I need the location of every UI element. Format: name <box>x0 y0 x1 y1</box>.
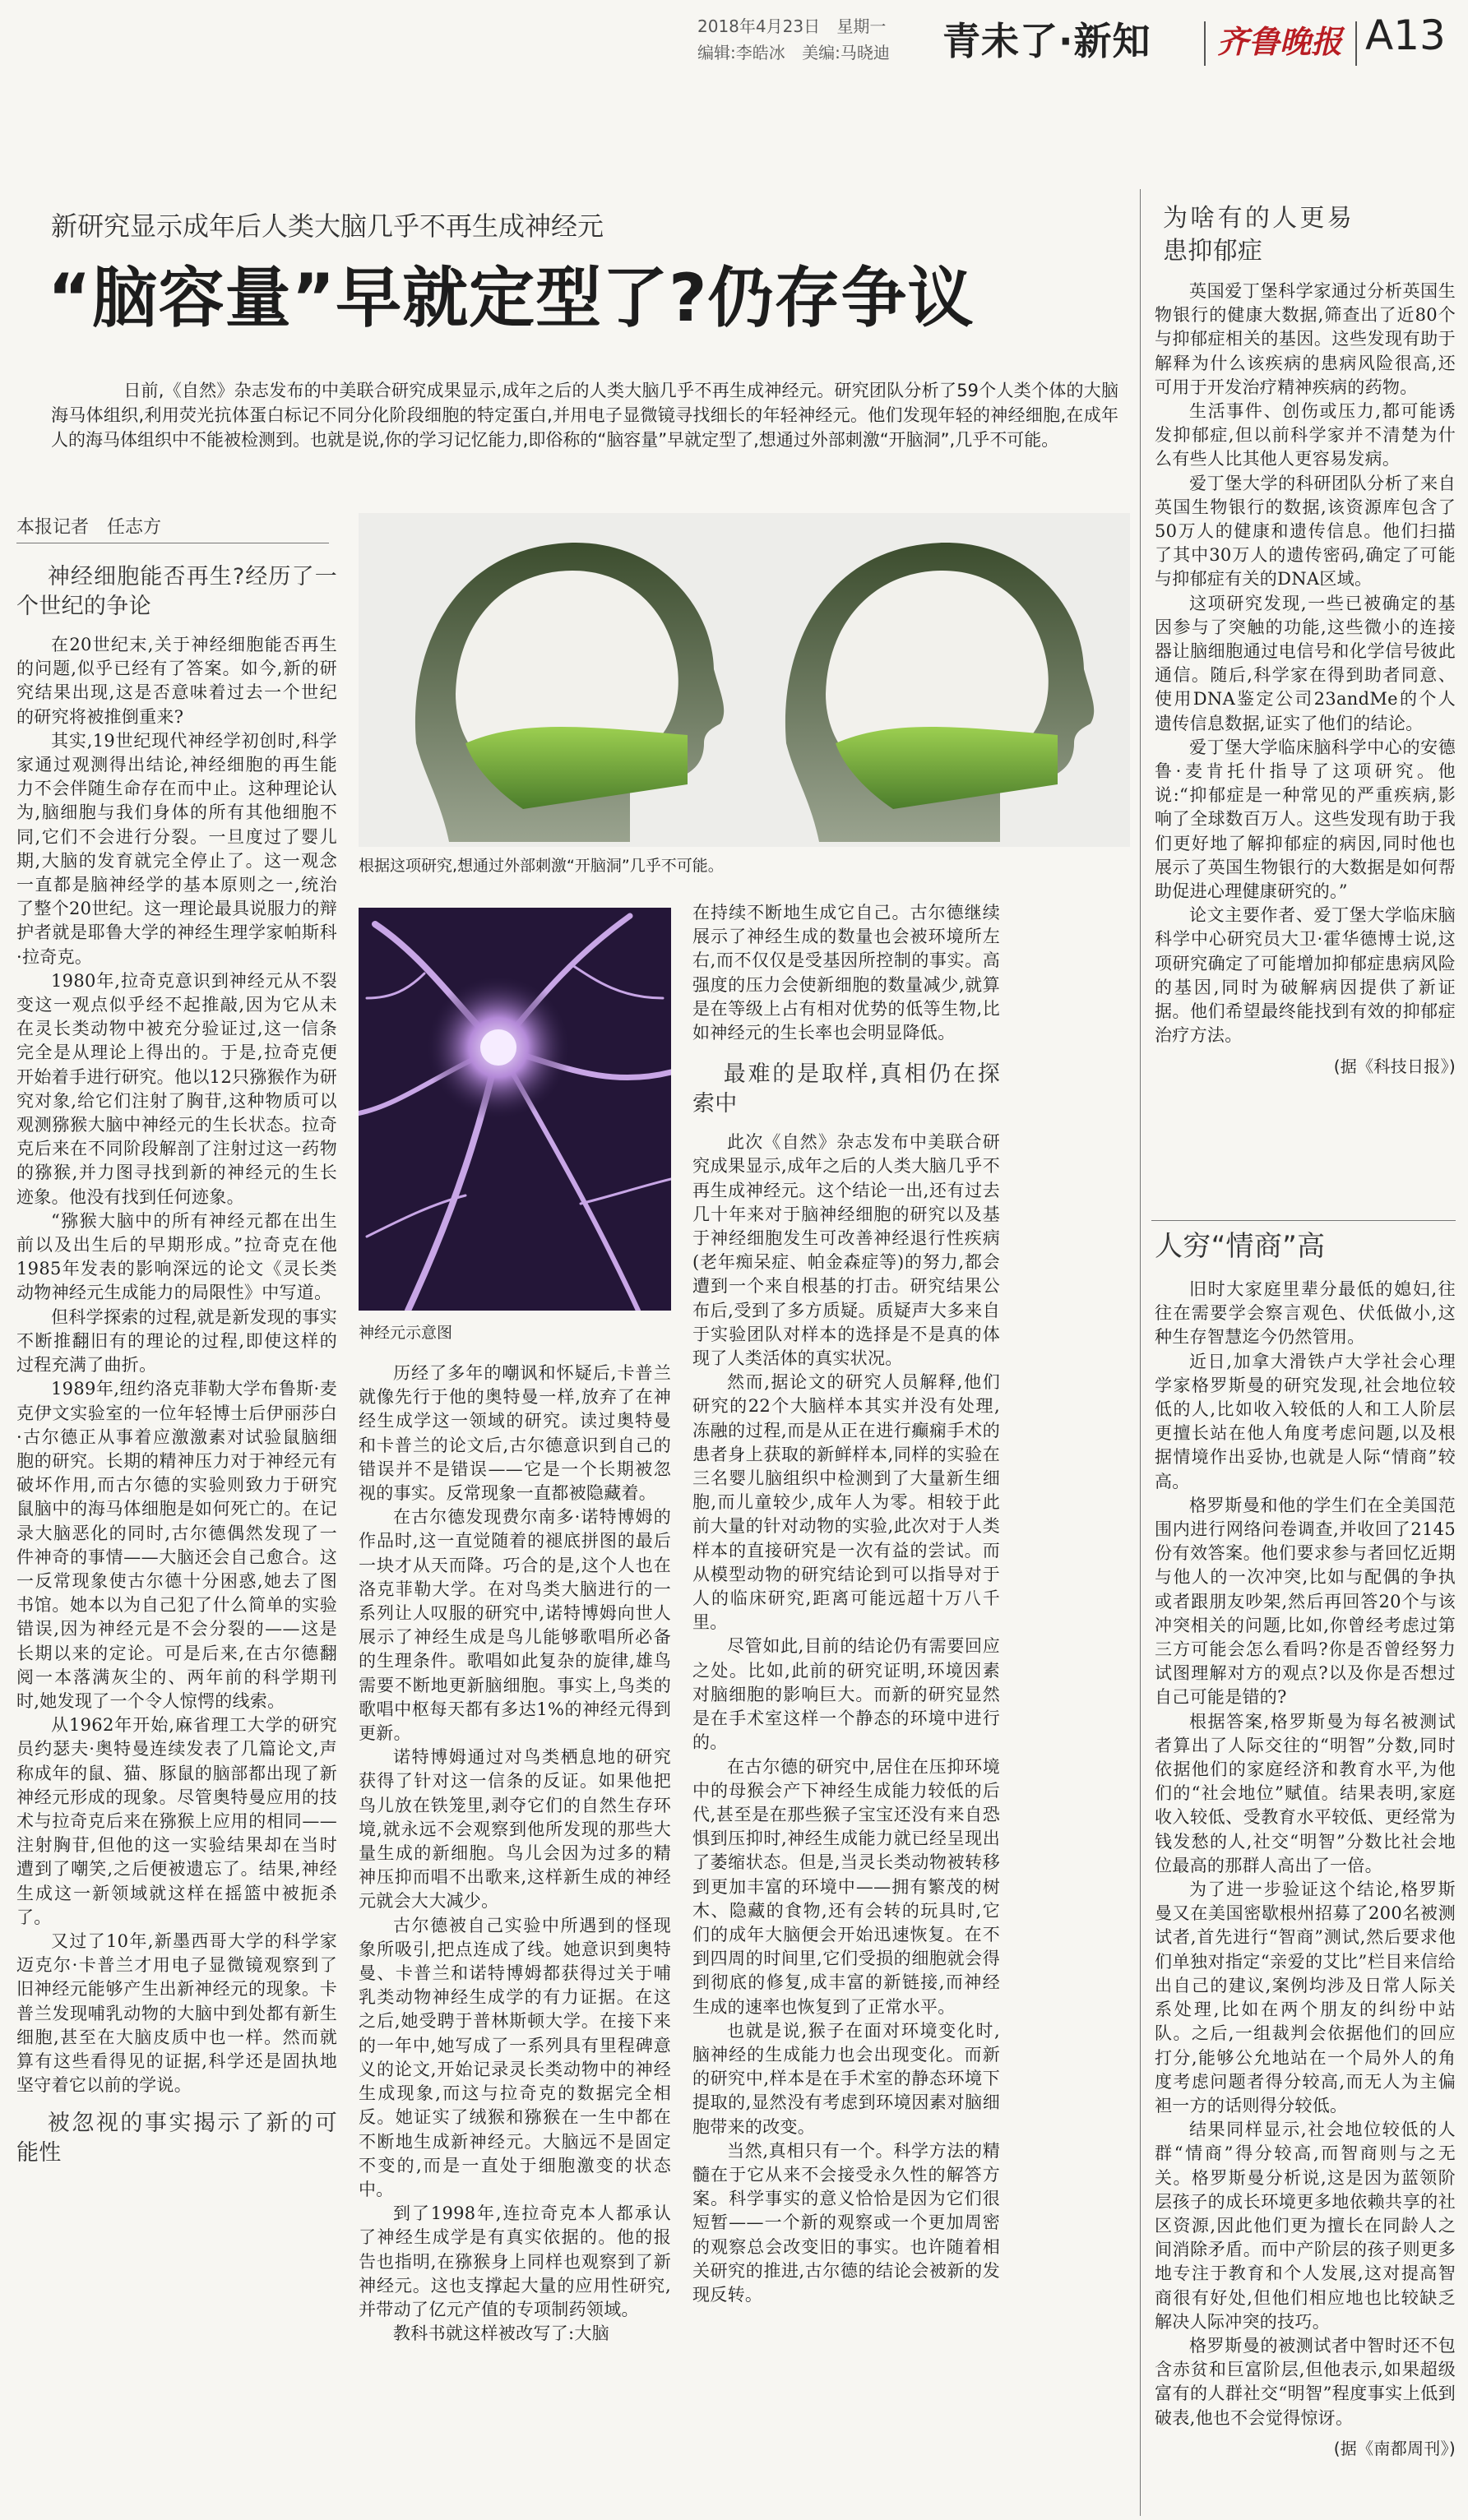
side2-paragraph: 为了进一步验证这个结论,格罗斯曼又在美国密歇根州招募了200名被测试者,首先进行“智商”测试,然后要求他们单独对指定“亲爱的艾比”栏目来信给出自己的建议,案例均涉及日常人际关系处理,比如在两个朋友的纠纷中站队。之后,一组裁判会依据他们的回应打分,能够公允地站在一个局外人的角度考虑问题者得分较高,而无人为主偏袒一方的话则得分较低。 <box>1155 1880 1456 2115</box>
col3-paragraph: 此次《自然》杂志发布中美联合研究成果显示,成年之后的人类大脑几乎不再生成神经元。这个结论一出,还有过去几十年来对于脑神经细胞的研究以及基于神经细胞发生可改善神经退行性疾病(老年痴呆症、帕金森症等)的努力,都会遭到一个来自根基的打击。研究结果公布后,受到了多方质疑。质疑声大多来自于实验团队对样本的选择是不是真的体现了人类活体的真实状况。 <box>692 1132 1000 1369</box>
col1-paragraph: 1980年,拉奇克意识到神经元从不裂变这一观点似乎经不起推敲,因为它从未在灵长类动物中被充分验证过,这一信条完全是从理论上得出的。于是,拉奇克便开始着手进行研究。他以12只猕猴作为研究对象,给它们注射了胸苷,这种物质可以观测猕猴大脑中神经元的生长状态。拉奇克后来在不同阶段解剖了注射过这一药物的猕猴,并力图寻找到新的神经元的生长迹象。他没有找到任何迹象。 <box>16 970 337 1207</box>
issue-date: 2018年4月23日 <box>697 16 821 36</box>
section3-title: 最难的是取样,真相仍在探索中 <box>692 1061 1000 1117</box>
paper-logo: 齐鲁晚报 <box>1217 23 1343 60</box>
editor-credit: 编辑:李皓冰 <box>697 43 785 62</box>
header-divider-2 <box>1355 21 1357 66</box>
side1-paragraph: 爱丁堡大学临床脑科学中心的安德鲁·麦肯托什指导了这项研究。他说:“抑郁症是一种常见的严重疾病,影响了全球数百万人。这些发现有助于我们更好地了解抑郁症的病因,同时他也展示了英国生物银行的大数据是如何帮助促进心理健康研究的。” <box>1155 737 1456 902</box>
section2-title: 被忽视的事实揭示了新的可能性 <box>16 2111 337 2166</box>
section-title: 青未了·新知 <box>942 19 1151 63</box>
col1-paragraph: 从1962年开始,麻省理工大学的研究员约瑟夫·奥特曼连续发表了几篇论文,声称成年的鼠、猫、豚鼠的脑部都出现了新神经元形成的现象。尽管奥特曼应用的技术与拉奇克后来在猕猴上应用的相同——注射胸苷,但他的这一实验结果却在当时遭到了嘲笑,之后便被遗忘了。结果,神经生成这一新领域就这样在摇篮中被扼杀了。 <box>16 1715 337 1927</box>
byline: 本报记者 任志方 <box>16 517 162 538</box>
neuron-image <box>359 908 671 1311</box>
side2-paragraph: 近日,加拿大滑铁卢大学社会心理学家格罗斯曼的研究发现,社会地位较低的人,比如收入较低的人和工人阶层更擅长站在他人角度考虑问题,以及根据情境作出妥协,也就是人际“情商”较高。 <box>1155 1351 1456 1491</box>
brain-heads-image <box>359 513 1130 847</box>
header-date <box>697 13 886 37</box>
col2-paragraph: 在古尔德发现费尔南多·诺特博姆的作品时,这一直觉随着的褪底拼图的最后一块才从天而降。巧合的是,这个人也在洛克菲勒大学。在对鸟类大脑进行的一系列让人叹服的研究中,诺特博姆向世人展示了神经生成是鸟儿能够歌唱所必备的生理条件。歌唱如此复杂的旋律,雄鸟需要不断地更新脑细胞。事实上,鸟类的歌唱中枢每天都有多达1%的神经元得到更新。 <box>359 1507 671 1744</box>
header-divider <box>1204 21 1206 66</box>
col2-paragraph: 到了1998年,连拉奇克本人都承认了神经生成学是有真实依据的。他的报告也指明,在猕猴身上同样也观察到了新神经元。这也支撑起大量的应用性研究,并带动了亿元产值的专项制药领域。 <box>359 2203 671 2319</box>
col1-paragraph: 又过了10年,新墨西哥大学的科学家迈克尔·卡普兰才用电子显微镜观察到了旧神经元能够产生出新神经元的现象。卡普兰发现哺乳动物的大脑中到处都有新生细胞,甚至在大脑皮质中也一样。然而就算有这些看得见的证据,科学还是固执地坚守着它以前的学说。 <box>16 1930 337 2096</box>
column-2 <box>359 1362 671 2519</box>
side1-paragraph: 生活事件、创伤或压力,都可能诱发抑郁症,但以前科学家并不清楚为什么有些人比其他人更容易发病。 <box>1155 401 1456 469</box>
sidebar-story-1 <box>1155 202 1456 1214</box>
col2-paragraph: 历经了多年的嘲讽和怀疑后,卡普兰就像先行于他的奥特曼一样,放弃了在神经生成学这一领域的研究。读过奥特曼和卡普兰的论文后,古尔德意识到自己的错误并不是错误——它是一个长期被忽视的事实。反常现象一直都被隐藏着。 <box>359 1363 671 1504</box>
side1-paragraph: 论文主要作者、爱丁堡大学临床脑科学中心研究员大卫·霍华德博士说,这项研究确定了可能增加抑郁症患病风险的基因,同时为破解病因提供了新证据。他们希望最终能找到有效的抑郁症治疗方法。 <box>1155 905 1456 1046</box>
col3-paragraph: 在古尔德的研究中,居住在压抑环境中的母猴会产下神经生成能力较低的后代,甚至是在那些猴子宝宝还没有来自恐惧到压抑时,神经生成能力就已经呈现出了萎缩状态。但是,当灵长类动物被转移到更加丰富的环境中——拥有繁茂的树木、隐藏的食物,还有会转的玩具时,它们的成年大脑便会开始迅速恢复。在不到四周的时间里,它们受损的细胞就会得到彻底的修复,成丰富的新链接,而神经生成的速率也恢复到了正常水平。 <box>692 1756 1000 2017</box>
side2-paragraph: 根据答案,格罗斯曼为每名被测试者算出了人际交往的“明智”分数,同时依据他们的家庭经济和教育水平,为他们的“社会地位”赋值。结果表明,家庭收入较低、受教育水平较低、更经常为钱发愁的人,社交“明智”分数比社会地位最高的那群人高出了一倍。 <box>1155 1711 1456 1875</box>
column-1 <box>16 556 337 2519</box>
side2-title: 人穷“情商”高 <box>1155 1230 1326 1263</box>
neuron-illustration <box>359 908 671 1311</box>
side2-paragraph: 格罗斯曼和他的学生们在全美国范围内进行网络问卷调查,并收回了2145份有效答案。他们要求参与者回忆近期与他人的一次冲突,比如与配偶的争执或者跟朋友吵架,然后再回答20个与该冲突相关的问题,比如,你曾经考虑过第三方可能会怎么看吗?你是否曾经努力试图理解对方的观点?以及你是否想过自己可能是错的? <box>1155 1495 1456 1708</box>
column-3 <box>692 901 1000 2519</box>
side2-paragraph: 旧时大家庭里辈分最低的媳妇,往往在需要学会察言观色、伏低做小,这种生存智慧迄今仍然管用。 <box>1155 1279 1456 1348</box>
sidebar-divider <box>1140 189 1141 2516</box>
image1-caption: 根据这项研究,想通过外部刺激“开脑洞”几乎不可能。 <box>359 857 724 875</box>
col3-paragraph: 也就是说,猴子在面对环境变化时,脑神经的生成能力也会出现变化。而新的研究中,样本是在手术室的静态环境下提取的,显然没有考虑到环境因素对脑细胞带来的改变。 <box>692 2020 1000 2137</box>
header-staff <box>697 39 890 63</box>
image2-caption: 神经元示意图 <box>359 1324 453 1342</box>
designer-credit: 美编:马晓迪 <box>802 43 890 62</box>
sidebar-story-2 <box>1155 1228 1456 2516</box>
side2-source: (据《南都周刊》) <box>1333 2438 1456 2458</box>
side1-paragraph: 英国爱丁堡科学家通过分析英国生物银行的健康大数据,筛查出了近80个与抑郁症相关的基因。这些发现有助于解释为什么该疾病的患病风险很高,还可用于开发治疗精神疾病的药物。 <box>1155 281 1456 397</box>
article-lead: 日前,《自然》杂志发布的中美联合研究成果显示,成年之后的人类大脑几乎不再生成神经元。研究团队分析了59个人类个体的大脑海马体组织,利用荧光抗体蛋白标记不同分化阶段细胞的特定蛋白,并用电子显微镜寻找细长的年轻神经元。他们发现年轻的神经细胞,在成年人的海马体组织中不能被检测到。也就是说,你的学习记忆能力,即俗称的“脑容量”早就定型了,想通过外部刺激“开脑洞”,几乎不可能。 <box>51 381 1118 450</box>
side2-paragraph: 格罗斯曼的被测试者中智时还不包含赤贫和巨富阶层,但他表示,如果超级富有的人群社交“明智”程度事实上低到破表,他也不会觉得惊讶。 <box>1155 2335 1456 2428</box>
col3-paragraph: 然而,据论文的研究人员解释,他们研究的22个大脑样本其实并没有处理,冻融的过程,而是从正在进行癫痫手术的患者身上获取的新鲜样本,同样的实验在三名婴儿脑组织中检测到了大量新生细胞,而儿童较少,成年人为零。相较于此前大量的针对动物的实验,此次对于人类样本的直接研究是一次有益的尝试。而从模型动物的研究结论到可以指导对于人的临床研究,距离可能远超十万八千里。 <box>692 1372 1000 1633</box>
col2-paragraph: 古尔德被自己实验中所遇到的怪现象所吸引,把点连成了线。她意识到奥特曼、卡普兰和诺特博姆都获得过关于哺乳类动物神经生成学的有力证据。在这之后,她受聘于普林斯顿大学。在接下来的一年中,她写成了一系列具有里程碑意义的论文,开始记录灵长类动物中的神经生成现象,而这与拉奇克的数据完全相反。她证实了绒猴和猕猴在一生中都在不断地生成新神经元。大脑远不是固定不变的,而是一直处于细胞激变的状态中。 <box>359 1915 671 2199</box>
section1-title: 神经细胞能否再生?经历了一个世纪的争论 <box>16 564 337 619</box>
side1-paragraph: 爱丁堡大学的科研团队分析了来自英国生物银行的数据,该资源库包含了50万人的健康和遗传信息。他们扫描了其中30万人的遗传密码,确定了可能与抑郁症有关的DNA区域。 <box>1155 473 1456 590</box>
col1-paragraph: 其实,19世纪现代神经学初创时,科学家通过观测得出结论,神经细胞的再生能力不会伴随生命存在而中止。这种理论认为,脑细胞与我们身体的所有其他细胞不同,它们不会进行分裂。一旦度过了婴儿期,大脑的发育就完全停止了。这一观念一直都是脑神经学的基本原则之一,统治了整个20世纪。这一理论最具说服力的辩护者就是耶鲁大学的神经生理学家帕斯科·拉奇克。 <box>16 730 337 967</box>
side1-source: (据《科技日报》) <box>1333 1056 1456 1076</box>
col1-paragraph: “猕猴大脑中的所有神经元都在出生前以及出生后的早期形成。”拉奇克在他1985年发表的影响深远的论文《灵长类动物神经元生成能力的局限性》中写道。 <box>16 1210 337 1303</box>
issue-weekday: 星期一 <box>836 16 887 36</box>
col1-paragraph: 在20世纪末,关于神经细胞能否再生的问题,似乎已经有了答案。如今,新的研究结果出现,这是否意味着过去一个世纪的研究将被推倒重来? <box>16 635 337 727</box>
side1-paragraph: 这项研究发现,一些已被确定的基因参与了突触的功能,这些微小的连接器让脑细胞通过电信号和化学信号彼此通信。随后,科学家在得到助者同意、使用DNA鉴定公司23andMe的个人遗传信息数据,证实了他们的结论。 <box>1155 593 1456 733</box>
sidebar-rule <box>1151 1220 1456 1221</box>
col1-paragraph: 但科学探索的过程,就是新发现的事实不断推翻旧有的理论的过程,即使这样的过程充满了曲折。 <box>16 1306 337 1376</box>
side1-title: 为啥有的人更易患抑郁症 <box>1163 204 1352 266</box>
article-headline: “脑容量”早就定型了?仍存争议 <box>48 260 975 336</box>
col3-paragraph: 在持续不断地生成它自己。古尔德继续展示了神经生成的数量也会被环境所左右,而不仅仅是受基因所控制的事实。高强度的压力会使新细胞的数量减少,就算是在等级上占有相对优势的低等生物,比如神经元的生长率也会明显降低。 <box>692 903 1000 1043</box>
side2-paragraph: 结果同样显示,社会地位较低的人群“情商”得分较高,而智商则与之无关。格罗斯曼分析说,这是因为蓝领阶层孩子的成长环境更多地依赖共享的社区资源,因此他们更为擅长在同龄人之间消除矛盾。而中产阶层的孩子则更多地专注于教育和个人发展,这对提高智商很有好处,但他们相应地也比较缺乏解决人际冲突的技巧。 <box>1155 2120 1456 2332</box>
col3-paragraph: 尽管如此,目前的结论仍有需要回应之处。比如,此前的研究证明,环境因素对脑细胞的影响巨大。而新的研究显然是在手术室这样一个静态的环境中进行的。 <box>692 1636 1000 1753</box>
col2-paragraph: 诺特博姆通过对鸟类栖息地的研究获得了针对这一信条的反证。如果他把鸟儿放在铁笼里,剥夺它们的自然生存环境,就永远不会观察到他所发现的那些大量生成的新细胞。鸟儿会因为过多的精神压抑而唱不出歌来,这样新生成的神经元就会大大减少。 <box>359 1747 671 1912</box>
article-kicker: 新研究显示成年后人类大脑几乎不再生成神经元 <box>51 210 604 242</box>
head-silhouettes-illustration <box>359 513 1130 847</box>
col3-paragraph: 当然,真相只有一个。科学方法的精髓在于它从来不会接受永久性的解答方案。科学事实的意义恰恰是因为它们很短暂——一个新的观察或一个更加周密的观察总会改变旧的事实。也许随着相关研究的推进,古尔德的结论会被新的发现反转。 <box>692 2140 1000 2305</box>
col2-paragraph: 教科书就这样被改写了:大脑 <box>393 2323 609 2344</box>
col1-paragraph: 1989年,纽约洛克菲勒大学布鲁斯·麦克伊文实验室的一位年轻博士后伊丽莎白·古尔德正从事着应激激素对试验鼠脑细胞的研究。长期的精神压力对于神经元有破坏作用,而古尔德的实验则致力于研究鼠脑中的海马体细胞是如何死亡的。在记录大脑恶化的同时,古尔德偶然发现了一件神奇的事情——大脑还会自己愈合。这一反常现象使古尔德十分困惑,她去了图书馆。她本以为自己犯了什么简单的实验错误,因为神经元是不会分裂的——这是长期以来的定论。可是后来,在古尔德翻阅一本落满灰尘的、两年前的科学期刊时,她发现了一个令人惊愕的线索。 <box>16 1379 337 1711</box>
page-number: A13 <box>1365 12 1446 59</box>
